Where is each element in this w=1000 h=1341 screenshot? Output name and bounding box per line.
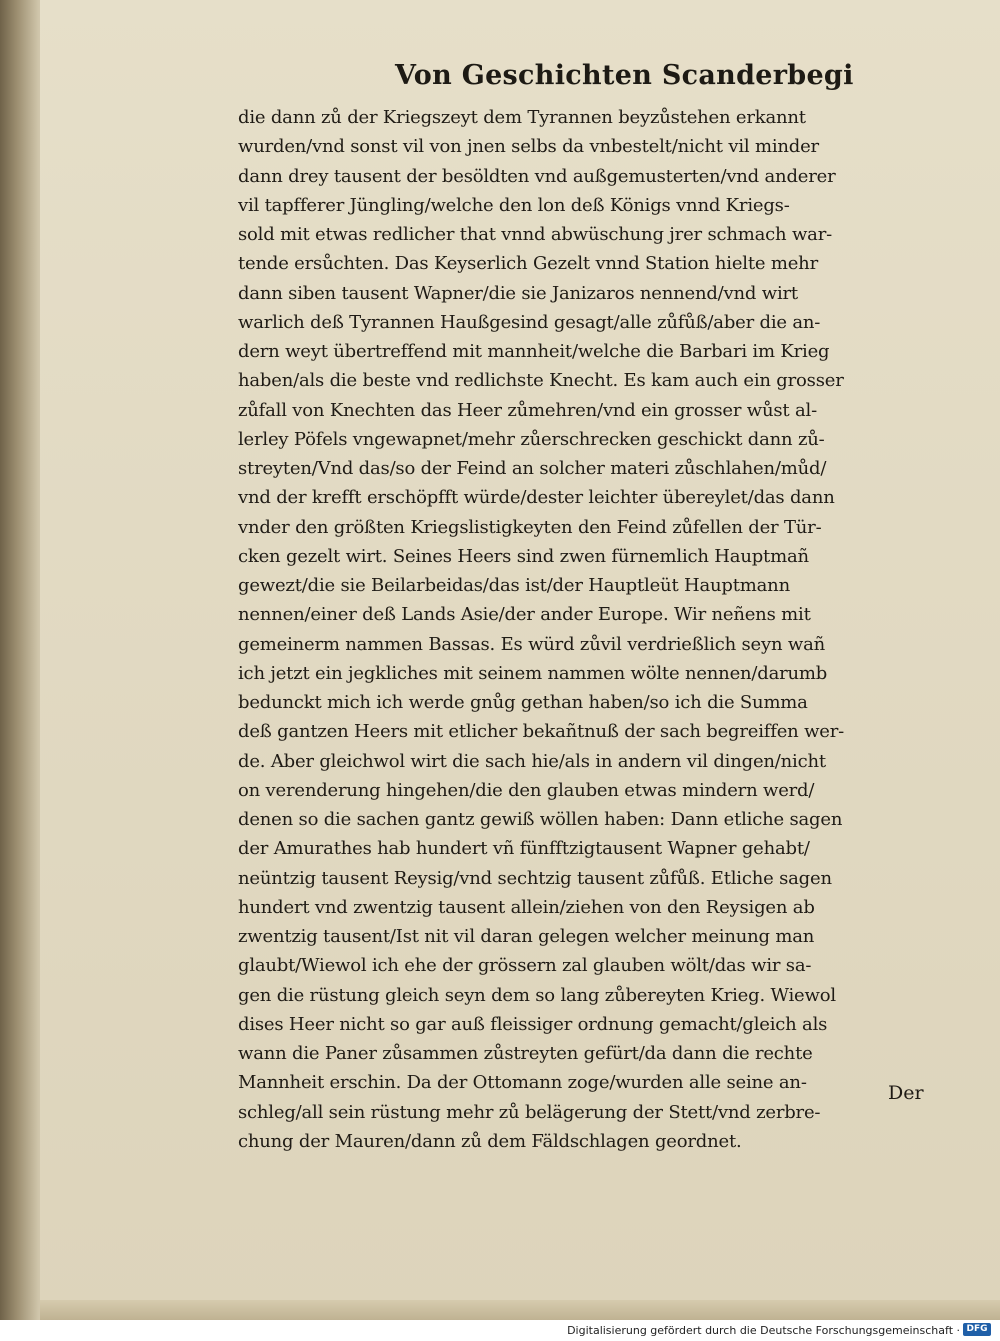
text-line: haben/als die beste vnd redlichste Knecht. Es kam auch ein grosser — [238, 370, 844, 392]
text-line: die dann zů der Kriegszeyt dem Tyrannen beyzůstehen erkannt — [238, 107, 806, 128]
page-bottom-edge — [40, 1300, 1000, 1320]
text-line: gen die rüstung gleich seyn dem so lang zůbereyten Krieg. Wiewol — [238, 984, 836, 1006]
text-line: Mannheit erschin. Da der Ottomann zoge/wurden alle seine an- — [238, 1072, 807, 1094]
text-line: denen so die sachen gantz gewiß wöllen haben: Dann etliche sagen — [238, 809, 843, 830]
catchword: Der — [888, 1082, 924, 1104]
text-line: dann siben tausent Wapner/die sie Janizaros nennend/vnd wirt — [238, 282, 798, 304]
text-line: wann die Paner zůsammen zůstreyten gefürt/da dann die rechte — [238, 1043, 813, 1064]
funding-credit: Digitalisierung gefördert durch die Deutsche Forschungsgemeinschaft · — [567, 1324, 960, 1337]
running-head: Von Geschichten Scanderbegi — [395, 60, 854, 91]
text-line: schleg/all sein rüstung mehr zů belägerung der Stett/vnd zerbre- — [238, 1101, 821, 1123]
text-line: neüntzig tausent Reysig/vnd sechtzig tausent zůfůß. Etliche sagen — [238, 867, 832, 889]
text-line: zůfall von Knechten das Heer zůmehren/vnd ein grosser wůst al- — [238, 399, 817, 421]
text-line: deß gantzen Heers mit etlicher bekañtnuß der sach begreiffen wer- — [238, 721, 845, 743]
text-line: sold mit etwas redlicher that vnnd abwüschung jrer schmach war- — [238, 224, 832, 245]
text-line: lerley Pöfels vngewapnet/mehr zůerschrecken geschickt dann zů- — [238, 428, 825, 450]
text-line: vnder den größten Kriegslistigkeyten den Feind zůfellen der Tür- — [238, 516, 822, 538]
text-line: hundert vnd zwentzig tausent allein/ziehen von den Reysigen ab — [238, 896, 815, 918]
text-line: cken gezelt wirt. Seines Heers sind zwen fürnemlich Hauptmañ — [238, 545, 809, 567]
text-line: wurden/vnd sonst vil von jnen selbs da vnbestelt/nicht vil minder — [238, 136, 819, 158]
text-line: streyten/Vnd das/so der Feind an solcher materi zůschlahen/můd/ — [238, 458, 827, 479]
text-line: dern weyt übertreffend mit mannheit/welche die Barbari im Krieg — [238, 341, 830, 362]
text-line: bedunckt mich ich werde gnůg gethan haben/so ich die Summa — [238, 692, 808, 713]
text-line: gewezt/die sie Beilarbeidas/das ist/der Hauptleüt Hauptmann — [238, 575, 790, 596]
text-line: nennen/einer deß Lands Asie/der ander Europe. Wir neñens mit — [238, 604, 811, 626]
text-line: warlich deß Tyrannen Haußgesind gesagt/alle zůfůß/aber die an- — [238, 311, 821, 333]
text-line: gemeinerm nammen Bassas. Es würd zůvil verdrießlich seyn wañ — [238, 633, 825, 655]
text-line: zwentzig tausent/Ist nit vil daran gelegen welcher meinung man — [238, 926, 815, 947]
text-line: der Amurathes hab hundert vñ fünfftzigtausent Wapner gehabt/ — [238, 838, 810, 860]
text-line: glaubt/Wiewol ich ehe der grössern zal glauben wölt/das wir sa- — [238, 955, 812, 977]
text-line: vil tapfferer Jüngling/welche den lon deß Königs vnnd Kriegs- — [238, 194, 790, 216]
text-line: tende ersůchten. Das Keyserlich Gezelt vnnd Station hielte mehr — [238, 253, 818, 275]
dfg-logo: DFG — [963, 1323, 991, 1336]
text-line: dann drey tausent der besöldten vnd außgemusterten/vnd anderer — [238, 165, 836, 187]
text-line: de. Aber gleichwol wirt die sach hie/als in andern vil dingen/nicht — [238, 750, 826, 772]
text-line: chung der Mauren/dann zů dem Fäldschlagen geordnet. — [238, 1130, 742, 1152]
text-line: ich jetzt ein jegkliches mit seinem nammen wölte nennen/darumb — [238, 662, 828, 684]
text-line: dises Heer nicht so gar auß fleissiger ordnung gemacht/gleich als — [238, 1013, 828, 1035]
text-line: on verenderung hingehen/die den glauben etwas mindern werd/ — [238, 779, 815, 801]
body-text — [238, 103, 938, 1156]
text-line: vnd der krefft erschöpfft würde/dester leichter übereylet/das dann — [238, 487, 835, 509]
